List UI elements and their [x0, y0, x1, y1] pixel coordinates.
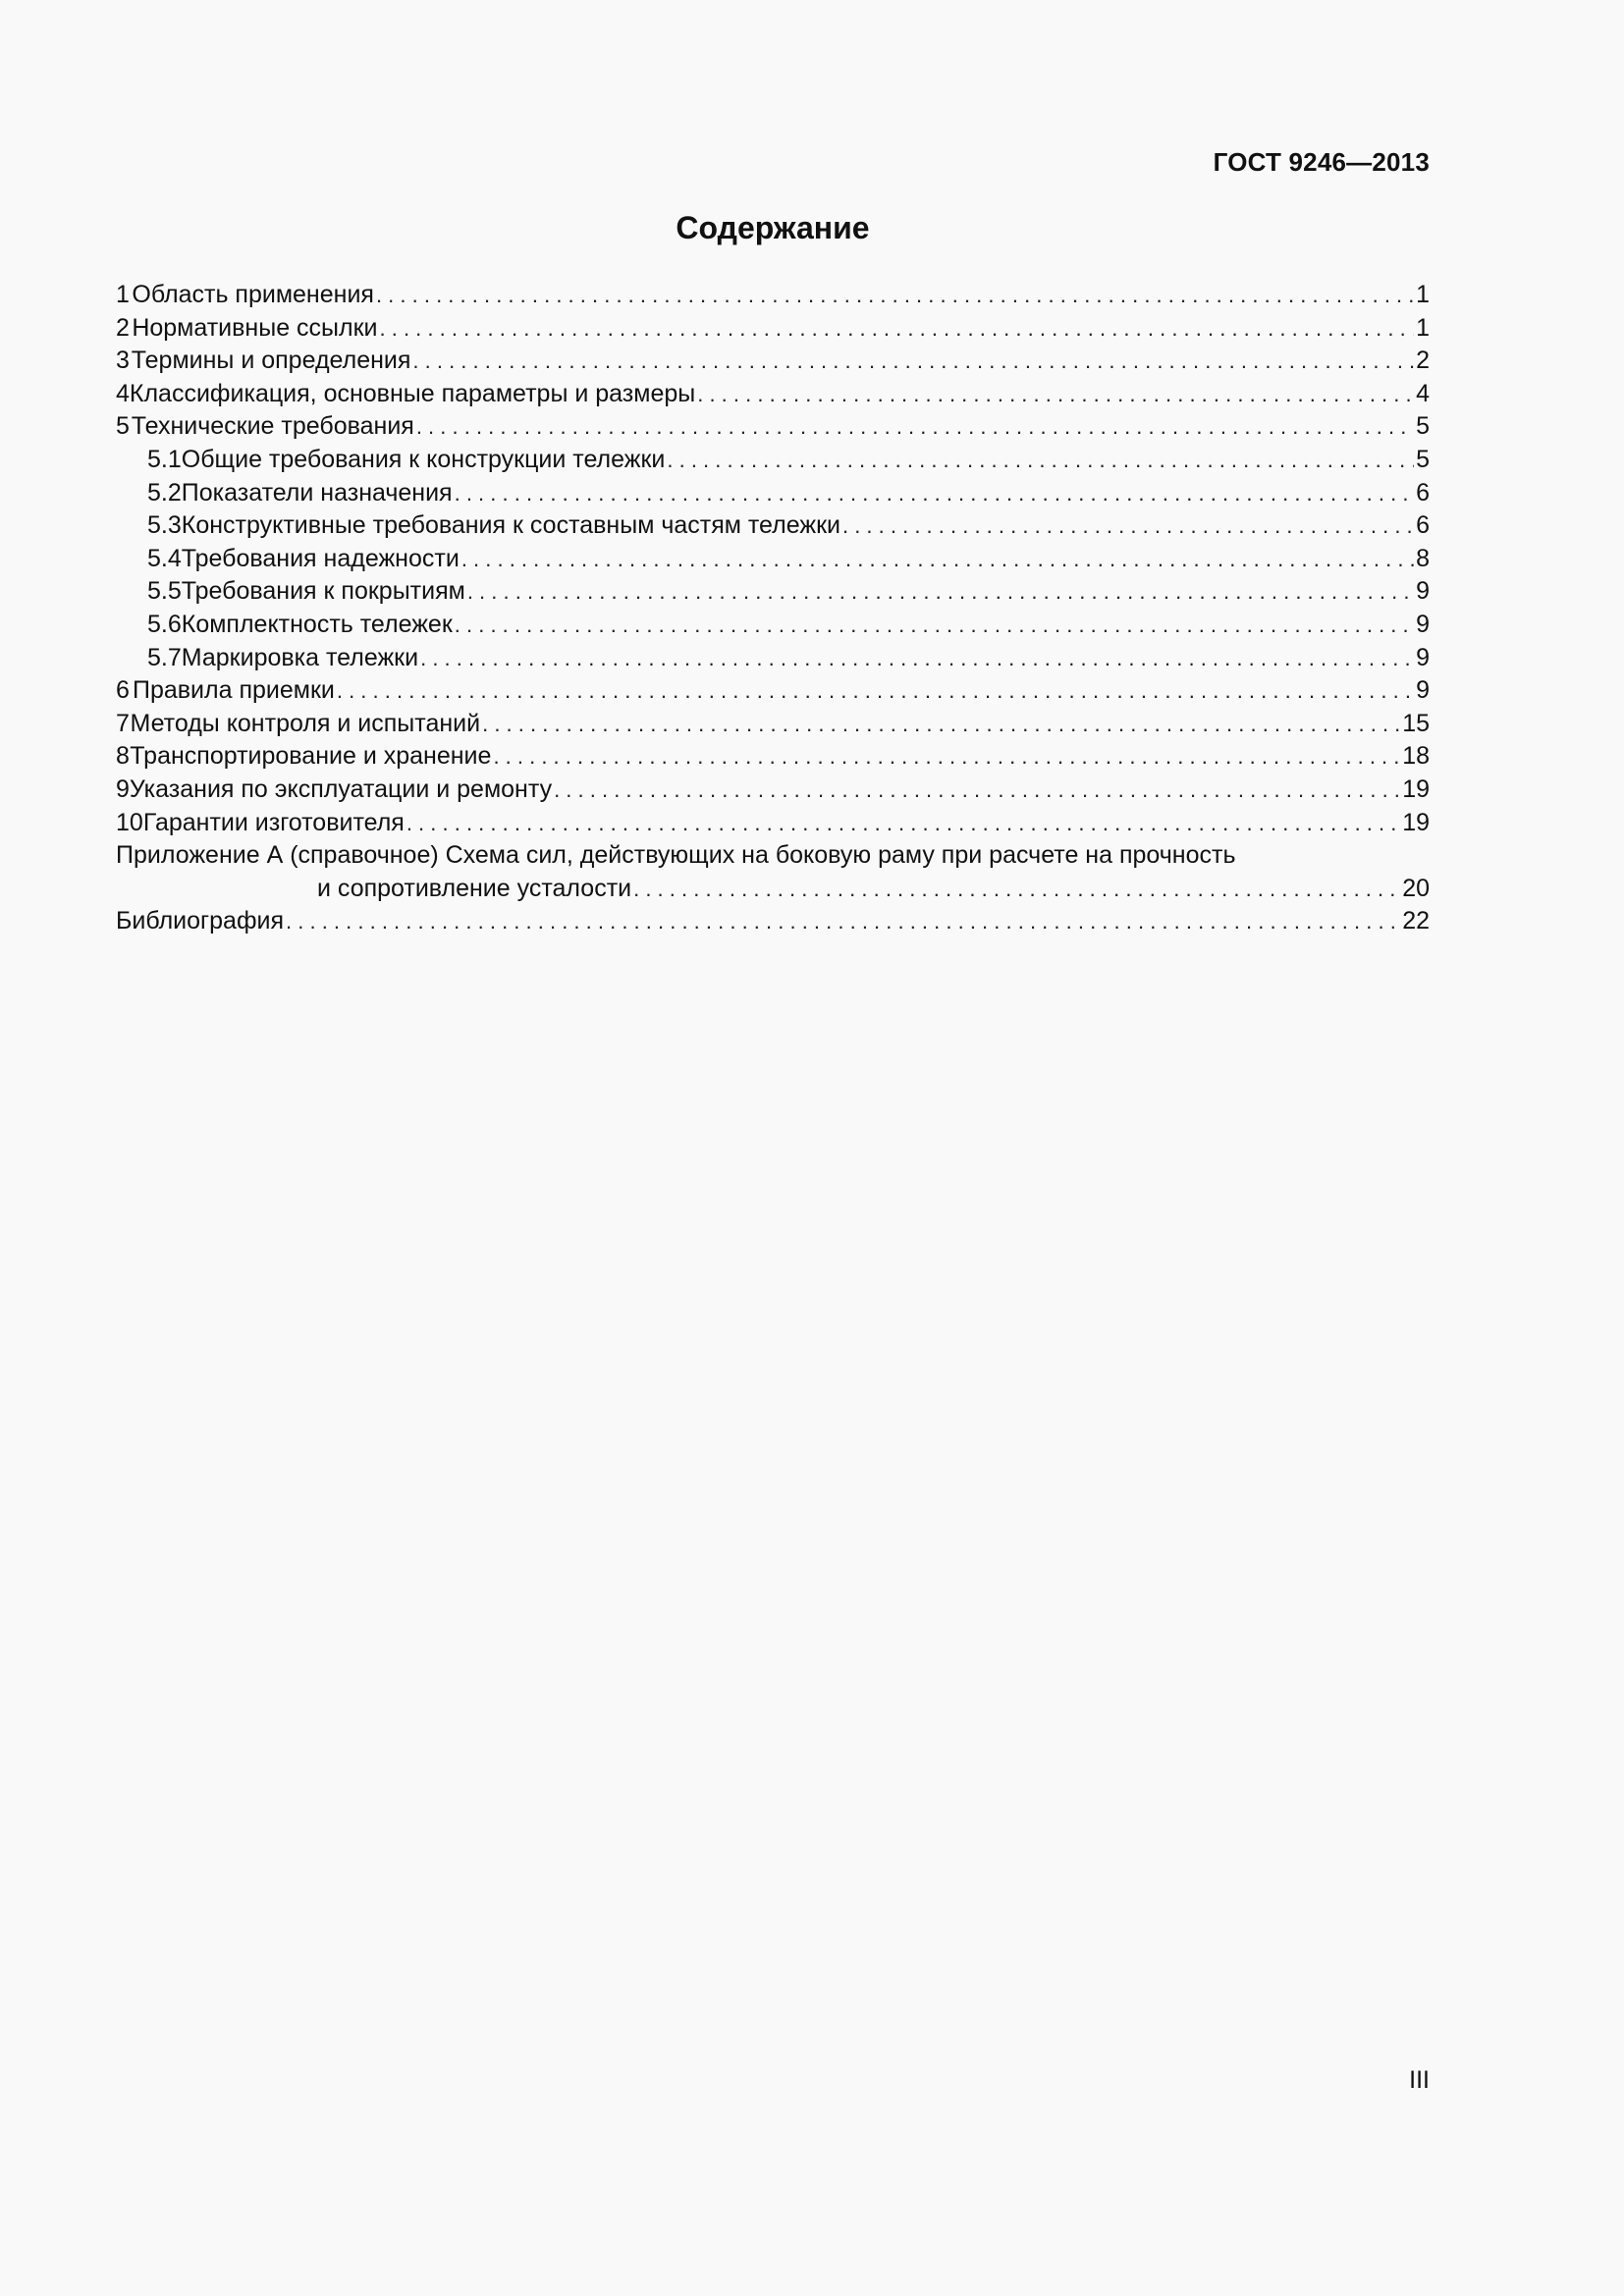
toc-leader-dots — [412, 345, 1414, 378]
toc-leader-dots — [406, 807, 1400, 840]
toc-leader-dots — [286, 905, 1400, 938]
toc-leader-dots — [337, 674, 1414, 708]
toc-entry-page: 18 — [1402, 742, 1430, 771]
toc-entry-title: Методы контроля и испытаний — [130, 709, 481, 737]
toc-leader-dots — [667, 444, 1414, 477]
toc-entry[interactable] — [116, 410, 1430, 444]
toc-entry-title: Термины и определения — [131, 347, 411, 375]
toc-entry-title: Область применения — [132, 281, 374, 308]
toc-entry-title: Общие требования к конструкции тележки — [181, 445, 666, 473]
toc-entry-title: Нормативные ссылки — [132, 313, 378, 342]
toc-subentry[interactable] — [116, 444, 1430, 477]
toc-leader-dots — [420, 642, 1414, 675]
toc-entry-page: 9 — [1416, 610, 1430, 638]
page-title: Содержание — [676, 210, 870, 245]
toc-entry-bibliography[interactable] — [116, 905, 1430, 938]
toc-entry-title: Технические требования — [131, 412, 414, 441]
toc-entry[interactable] — [116, 378, 1430, 411]
toc-leader-dots — [482, 708, 1400, 741]
toc-leader-dots — [467, 575, 1414, 609]
toc-entry-number: 3 — [116, 347, 130, 375]
toc-entry-title: Показатели назначения — [181, 478, 453, 507]
toc-entry-page: 5 — [1416, 445, 1430, 473]
toc-entry-appendix[interactable] — [116, 839, 1430, 873]
toc-entry-number: 5.7 — [147, 643, 182, 671]
toc-subentry[interactable] — [116, 543, 1430, 576]
toc-entry-number: 7 — [116, 709, 130, 737]
toc-entry[interactable] — [116, 345, 1430, 378]
toc-entry-page: 19 — [1402, 774, 1430, 803]
toc-entry-number: 5.4 — [147, 544, 182, 572]
toc-entry-page: 15 — [1402, 709, 1430, 737]
toc-entry-title: Комплектность тележек — [181, 610, 453, 638]
toc-subentry[interactable] — [116, 477, 1430, 510]
toc-entry-title: Правила приемки — [132, 676, 335, 705]
toc-entry-page: 2 — [1416, 347, 1430, 375]
toc-entry-number: 2 — [116, 313, 130, 342]
toc-entry[interactable] — [116, 807, 1430, 840]
toc-entry-page: 6 — [1416, 478, 1430, 507]
table-of-contents — [116, 279, 1430, 938]
toc-entry[interactable] — [116, 312, 1430, 346]
document-code: ГОСТ 9246—2013 — [1213, 147, 1430, 177]
toc-leader-dots — [376, 279, 1414, 312]
toc-entry-number: 5 — [116, 412, 130, 441]
toc-entry-title: Конструктивные требования к составным частям тележки — [181, 511, 840, 540]
toc-entry-number: 6 — [116, 676, 130, 705]
toc-leader-dots — [416, 410, 1414, 444]
toc-entry-number: 10 — [116, 808, 143, 836]
toc-leader-dots — [842, 509, 1414, 543]
toc-entry-number: 5.6 — [147, 610, 182, 638]
toc-entry-appendix-continued[interactable] — [116, 873, 1430, 906]
toc-entry-title: Требования надежности — [181, 544, 460, 572]
toc-entry-page: 22 — [1402, 907, 1430, 935]
toc-subentry[interactable] — [116, 609, 1430, 642]
toc-entry[interactable] — [116, 708, 1430, 741]
toc-entry-number: 5.5 — [147, 577, 182, 606]
toc-entry-number: 9 — [116, 774, 130, 803]
toc-entry-title: Требования к покрытиям — [181, 577, 465, 606]
toc-entry-title: Маркировка тележки — [181, 643, 419, 671]
toc-subentry[interactable] — [116, 509, 1430, 543]
toc-entry-title: Приложение А (справочное) Схема сил, действующих на боковую раму при расчете на прочность — [116, 841, 1236, 870]
toc-entry-number: 5.2 — [147, 478, 182, 507]
toc-entry[interactable] — [116, 774, 1430, 807]
toc-leader-dots — [461, 543, 1414, 576]
toc-entry-page: 1 — [1416, 281, 1430, 308]
toc-entry-number: 5.1 — [147, 445, 182, 473]
toc-entry-number: 5.3 — [147, 511, 182, 540]
toc-subentry[interactable] — [116, 575, 1430, 609]
toc-entry-page: 1 — [1416, 313, 1430, 342]
toc-entry-title: и сопротивление усталости — [317, 874, 632, 902]
toc-leader-dots — [380, 312, 1415, 346]
toc-leader-dots — [554, 774, 1400, 807]
toc-entry-page: 4 — [1416, 379, 1430, 407]
toc-subentry[interactable] — [116, 642, 1430, 675]
toc-entry-page: 9 — [1416, 577, 1430, 606]
toc-entry-page: 9 — [1416, 676, 1430, 705]
toc-leader-dots — [455, 609, 1414, 642]
toc-entry-page: 9 — [1416, 643, 1430, 671]
toc-entry-title: Транспортирование и хранение — [130, 742, 492, 771]
toc-entry-title: Классификация, основные параметры и размеры — [129, 379, 696, 407]
toc-entry-number: 8 — [116, 742, 130, 771]
toc-entry-number: 1 — [116, 281, 130, 308]
toc-entry-page: 5 — [1416, 412, 1430, 441]
page-number: III — [1409, 2066, 1430, 2094]
toc-entry[interactable] — [116, 674, 1430, 708]
toc-leader-dots — [633, 873, 1400, 906]
toc-entry-number: 4 — [116, 379, 130, 407]
toc-entry[interactable] — [116, 740, 1430, 774]
toc-entry[interactable] — [116, 279, 1430, 312]
toc-leader-dots — [697, 378, 1414, 411]
toc-entry-title: Гарантии изготовителя — [142, 808, 405, 836]
toc-entry-page: 8 — [1416, 544, 1430, 572]
toc-entry-page: 20 — [1402, 874, 1430, 902]
toc-entry-title: Библиография — [116, 907, 285, 935]
toc-entry-title: Указания по эксплуатации и ремонту — [129, 774, 553, 803]
toc-leader-dots — [455, 477, 1414, 510]
toc-entry-page: 19 — [1402, 808, 1430, 836]
toc-leader-dots — [493, 740, 1400, 774]
toc-entry-page: 6 — [1416, 511, 1430, 540]
